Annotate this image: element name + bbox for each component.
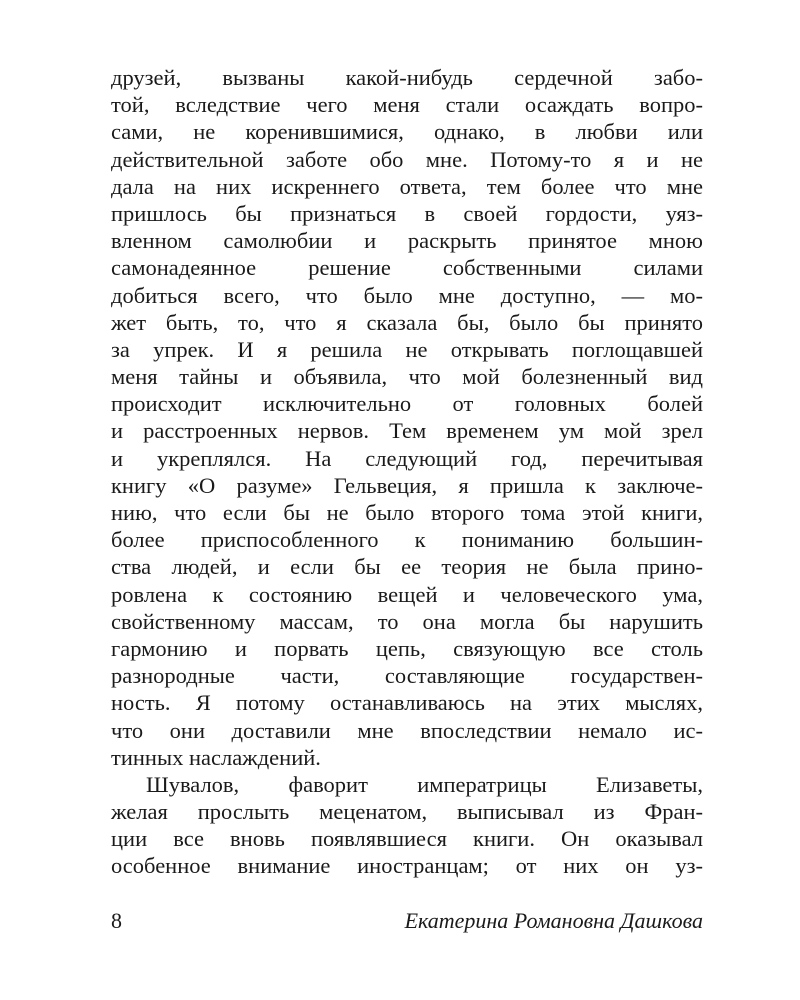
text-line: действительной заботе обо мне. Потому-то я и не — [111, 146, 703, 172]
text-line: особенное внимание иностранцам; от них он уз- — [111, 853, 703, 879]
page-number: 8 — [111, 908, 122, 933]
text-line: ства людей, и если бы ее теория не была прино- — [111, 554, 703, 580]
book-page-text — [111, 64, 703, 880]
text-line: что они доставили мне впоследствии немало ис- — [111, 717, 703, 743]
running-title: Екатерина Романовна Дашкова — [404, 908, 703, 933]
text-line: жет быть, то, что я сказала бы, было бы принято — [111, 309, 703, 335]
paragraph-start-line: Шувалов, фаворит императрицы Елизаветы, — [146, 771, 703, 797]
page-footer — [111, 906, 703, 936]
text-line: желая прослыть меценатом, выписывал из Фран- — [111, 799, 703, 825]
text-line: вленном самолюбии и раскрыть принятое мною — [111, 228, 703, 254]
text-line: и расстроенных нервов. Тем временем ум мой зрел — [111, 418, 703, 444]
text-line: той, вследствие чего меня стали осаждать вопро- — [111, 92, 703, 118]
text-line: нию, что если бы не было второго тома этой книги, — [111, 500, 703, 525]
text-line: ции все вновь появлявшиеся книги. Он оказывал — [111, 826, 703, 852]
text-line: за упрек. И я решила не открывать поглощавшей — [111, 336, 703, 362]
text-line: самонадеянное решение собственными силами — [111, 255, 703, 281]
text-line: друзей, вызваны какой-нибудь сердечной забо- — [111, 65, 703, 90]
text-line: меня тайны и объявила, что мой болезненный вид — [111, 364, 703, 390]
text-line: более приспособленного к пониманию большин- — [111, 527, 703, 553]
text-line: разнородные части, составляющие государствен- — [111, 663, 703, 689]
text-line: свойственному массам, то она могла бы нарушить — [111, 608, 703, 634]
text-line: ность. Я потому останавливаюсь на этих мыслях, — [111, 690, 703, 716]
text-line: происходит исключительно от головных болей — [111, 391, 703, 417]
text-line: книгу «О разуме» Гельвеция, я пришла к заключе- — [111, 472, 703, 498]
text-line: сами, не коренившимися, однако, в любви или — [111, 119, 703, 145]
text-line: и укреплялся. На следующий год, перечитывая — [111, 445, 703, 471]
paragraph-end-line: тинных наслаждений. — [111, 744, 321, 770]
text-line: добиться всего, что было мне доступно, — мо- — [111, 282, 703, 308]
text-line: пришлось бы признаться в своей гордости, уяз- — [111, 200, 703, 226]
text-line: дала на них искреннего ответа, тем более что мне — [111, 173, 703, 199]
text-line: ровлена к состоянию вещей и человеческого ума, — [111, 581, 703, 607]
text-line: гармонию и порвать цепь, связующую все столь — [111, 635, 703, 661]
